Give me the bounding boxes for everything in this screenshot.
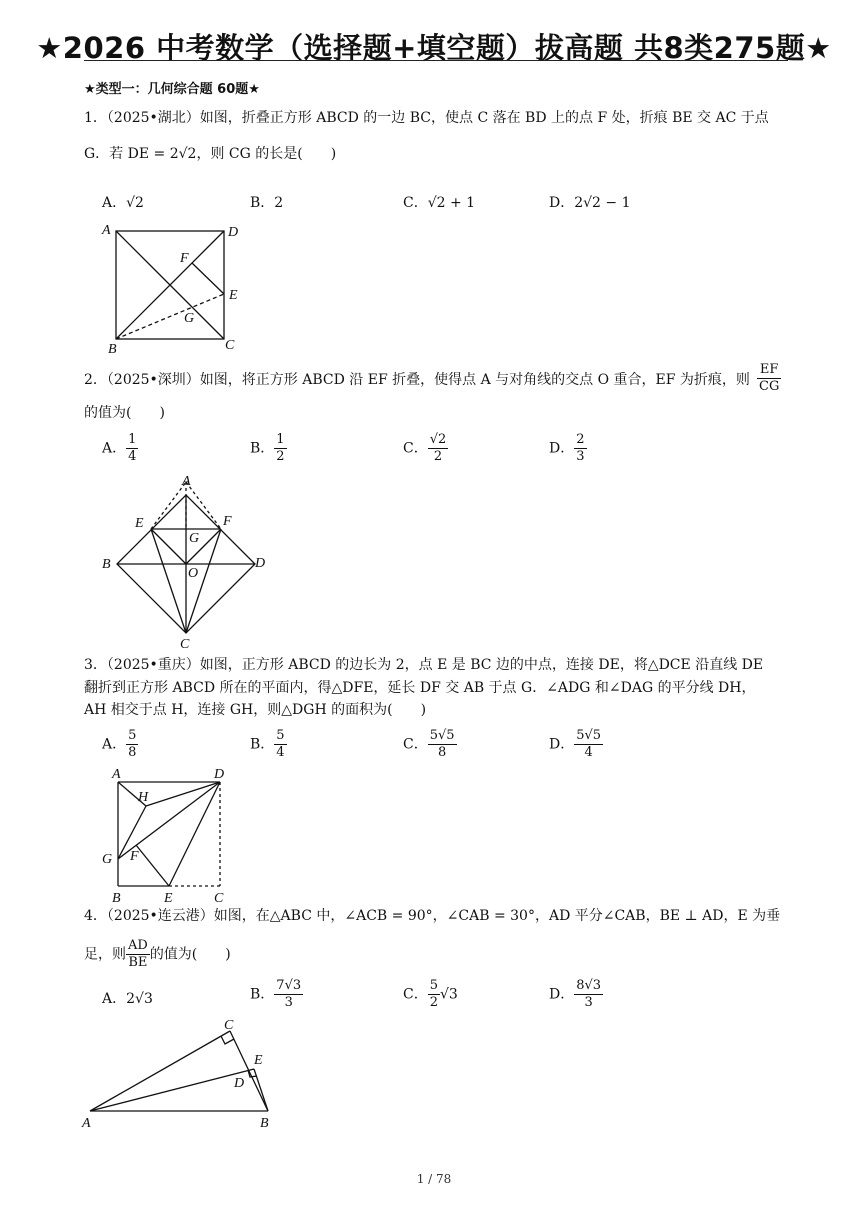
question-1-option-c: C．√2 + 1 (403, 195, 476, 211)
question-1-figure (96, 218, 256, 358)
question-2-option-d: D． $\frac{2}{3}$ (549, 432, 585, 464)
q4-frac-den: BE (128, 955, 148, 970)
q2-label-c: C (180, 637, 190, 652)
q3-label-c: C (214, 891, 224, 906)
question-1-line-1: 1．（2025•湖北）如图，折叠正方形 ABCD 的一边 BC，使点 C 落在 BD 上的点 F 处，折痕 BE 交 AC 于点 (84, 110, 769, 126)
question-2-figure (96, 470, 276, 652)
question-1-line-2: G．若 DE = 2√2，则 CG 的长是( ) (84, 146, 337, 162)
question-4-line-2: 足，则 $\frac{AD}{BE}$ 的值为( ) (84, 938, 231, 970)
q3-label-e: E (164, 891, 173, 906)
q2-label-b: B (102, 557, 111, 572)
q3-label-h: H (138, 790, 149, 805)
q3-label-d: D (214, 767, 225, 782)
q2-label-d: D (255, 556, 266, 571)
question-2-option-c: C． $\frac{√2}{2}$ (403, 432, 447, 464)
question-3-option-a: A． $\frac{5}{8}$ (102, 728, 137, 760)
q2-label-f: F (223, 514, 232, 529)
question-2-option-b: B． $\frac{1}{2}$ (250, 432, 285, 464)
title-divider (84, 60, 788, 61)
q1-label-c: C (225, 338, 235, 353)
question-1-option-b: B．2 (250, 195, 284, 211)
question-4-option-b: B． $\frac{7√3}{3}$ (250, 978, 302, 1010)
question-2-option-a: A． $\frac{1}{4}$ (102, 432, 137, 464)
question-1-option-a: A．√2 (102, 195, 144, 211)
q4-label-c: C (224, 1018, 234, 1033)
question-3-option-b: B． $\frac{5}{4}$ (250, 728, 285, 760)
question-3-figure (98, 766, 238, 906)
q4-label-b: B (260, 1116, 269, 1131)
q1-label-d: D (228, 225, 239, 240)
question-4-line-1: 4．（2025•连云港）如图，在△ABC 中，∠ACB = 90°，∠CAB = 30°，AD 平分∠CAB，BE ⊥ AD，E 为垂 (84, 908, 781, 924)
question-3-line-1: 3．（2025•重庆）如图，正方形 ABCD 的边长为 2，点 E 是 BC 边的中点，连接 DE，将△DCE 沿直线 DE (84, 657, 764, 673)
section-heading: ★类型一：几何综合题 60题★ (84, 82, 260, 97)
question-1-option-d: D．2√2 − 1 (549, 195, 631, 211)
q2-label-e: E (135, 516, 144, 531)
q2-label-o: O (188, 566, 199, 581)
q1-label-a: A (102, 223, 111, 238)
q1-label-b: B (108, 342, 117, 357)
question-3-line-2: 翻折到正方形 ABCD 所在的平面内，得△DFE，延长 DF 交 AB 于点 G．∠ADG 和∠DAG 的平分线 DH， (84, 680, 756, 696)
q2-label-a: A (182, 474, 191, 489)
q4-label-d: D (234, 1076, 245, 1091)
question-3-option-c: C． $\frac{5√5}{8}$ (403, 728, 455, 760)
question-2-line-1: 2．（2025•深圳）如图，将正方形 ABCD 沿 EF 折叠，使得点 A 与对角线的交点 O 重合，EF 为折痕，则 (84, 372, 750, 388)
question-3-line-3: AH 相交于点 H，连接 GH，则△DGH 的面积为( ) (84, 702, 427, 718)
q4-label-e: E (254, 1053, 263, 1068)
question-4-option-d: D． $\frac{8√3}{3}$ (549, 978, 602, 1010)
q2-label-g: G (189, 531, 200, 546)
q3-label-a: A (112, 767, 121, 782)
page-title: ★2026 中考数学（选择题+填空题）拔高题 共8类275题★ (36, 31, 832, 65)
q1-label-e: E (229, 288, 238, 303)
question-4-figure (78, 1014, 288, 1136)
q3-label-b: B (112, 891, 121, 906)
q4-label-a: A (82, 1116, 91, 1131)
q1-label-g: G (184, 311, 195, 326)
question-4-option-c: C． $\frac{5}{2}$ √3 (403, 978, 458, 1010)
question-2-line-2: 的值为( ) (84, 405, 165, 421)
page-number: 1 / 78 (416, 1172, 452, 1186)
q2-frac-den: CG (759, 379, 780, 394)
q3-label-f: F (130, 849, 139, 864)
question-4-option-a: A．2√3 (102, 991, 153, 1007)
question-3-option-d: D． $\frac{5√5}{4}$ (549, 728, 602, 760)
q2-frac-num: EF (757, 362, 781, 379)
q1-label-f: F (180, 251, 189, 266)
q3-label-g: G (102, 852, 113, 867)
question-2-fraction (757, 362, 781, 395)
q4-frac-num: AD (128, 938, 148, 953)
